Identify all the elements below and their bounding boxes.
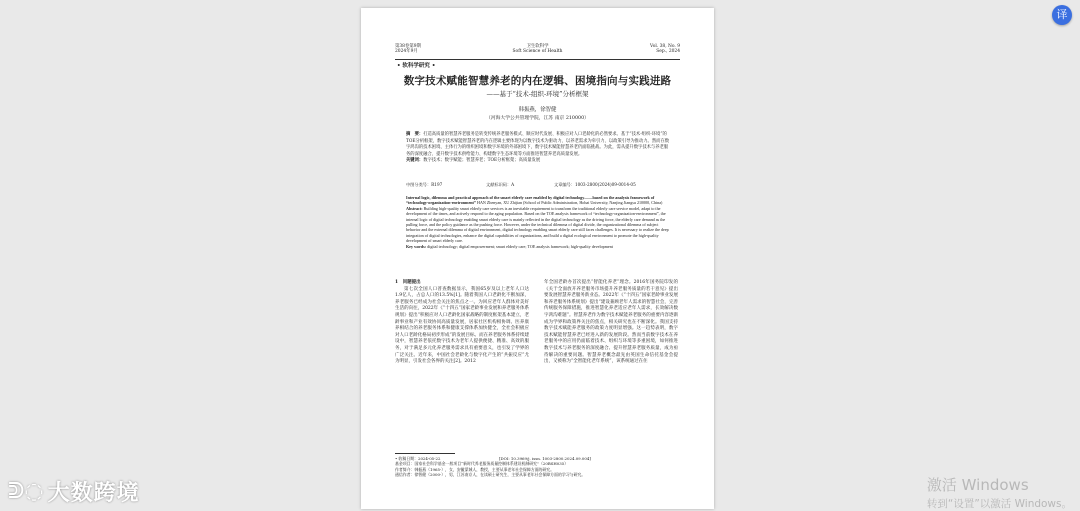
body-column-left: 1 问题提出 第七次全国人口普查数据显示，我国65岁及以上老年人口达1.9亿人，占总人口的13.5%[1]。随着我国人口老龄化不断加深，养老服务已经成为社会关注的焦点之一。为回应老年人群体对美好生活的向往，2022年《“十四五”国家老龄事业发展和养老服务体系规划》提出“积极应对人口老龄化国家战略的制度框架基本建立，老龄事业和产业有效协同高质量发展，居家社区机构相协调、医养康养相结合的养老服务体系和健康支撑体系加快健全，全社会积极应对人口老龄化格局初步形成”的发展目标。而在养老服务体系持续建设中，智慧养老依托数字技术为老年人提供便捷、精准、高效的服务，对于满足多元化养老服务需求具有重要意义，也引发了学界的广泛关注。近年来，中国社会老龄化与数字化产生的“共振反应”尤为明显，引发社会各界的关注[2]。2012: [395, 280, 529, 365]
translate-icon[interactable]: 译: [1052, 5, 1072, 25]
windows-activation-notice: 激活 Windows 转到“设置”以激活 Windows。: [926, 476, 1072, 510]
abstract-en: Internal logic, dilemma and practical approach of the smart elderly care enabled by digital technology——based on the analysis framework of “technology-organization-environment” HAN Zhenyan, XU Zhijian (School of Public Administration, Hohai University, Nanjing Jiangsu 210000, China) Abstract: Building high-quality smart elderly care services is an inevitable requirement to transform the traditional elderly care service model, adapt to the development of the times, and actively respond to the aging population. Based on the TOE analysis framework of “technology-organization-environment”, the internal logic of digital technology enabling smart elderly care is mainly reflected in the digital technology as the driving force, the elderly care demand as the pulling force, and the policy guidance as the pushing force. However, under the technical dilemma of digital divide, the organizational dilemma of subject behavior and the external dilemma of digital environment, digital technology enabling smart elderly care still faces challenges. It is necessary to realize the deep integration of digital technologies, enhance the digital capabilities of organizations, and build a digital ecological environment to promote the high-quality development of smart elderly care. Key words: digital technology; digital empowerment; smart elderly care; TOE analysis framework; high-quality development: [406, 195, 669, 249]
footnote: • 收稿日期：2024-05-22 [DOI: 10.3969/j. issn. 1003-2800.2024.09.004] 基金项目：国家社会科学基金一般项目“新时代养老服务质量控制体系建设机制研究”（20BSH035） 作者简介：韩振燕（1965-），女，安徽蒙城人，教授，主要从事老年社会保障方面的研究。 通信作者：徐智健（2000-），男，江苏南京人，在读硕士研究生，主要从事老年社会保障方面的学习与研究。: [395, 456, 591, 478]
journal-name: 卫生软科学 Soft Science of Health: [512, 44, 563, 55]
section-heading: 1 问题提出: [395, 280, 421, 285]
issue-info: 第38卷第9期 2024年9月: [395, 44, 421, 55]
body-column-right: 年全国老龄办首次提出“智能化养老”理念。2016年国务院印发的《关于全面放开养老服务市场提升养老服务质量的若干意见》提出要发展智慧养老服务新业态。2022年《“十四五”国家老龄事业发展和养老服务体系规划》提出“建设兼顾老年人需求的智慧社会，完善传统服务保障措施，推进智慧化养老适应老年人需求，长效解决数字鸿沟难题”。智慧养老作为数字技术赋能养老服务的重要内容逐渐成为学界和政策界关注的焦点，相关研究也在不断深化。我国支持数字技术赋能养老服务的政策力度明显增强。这一趋势表明，数字技术赋能智慧养老已经进入新的发展阶段。然而当前数字技术在养老服务中的应用仍面临着技术、组织与环境等多重困境，如何推进数字技术与养老服务的深度融合、提升智慧养老服务质量，成为亟待解决的重要问题。智慧养老概念最先由英国生命信托基金会提出，又被称为“全智能化老年系统”，该系统通过在住: [544, 280, 678, 365]
article-authors: 韩振燕，徐智健: [518, 107, 557, 113]
article-title: 数字技术赋能智慧养老的内在逻辑、困境指向与实践进路: [403, 75, 672, 87]
footnote-divider: [395, 453, 455, 454]
journal-header: [395, 44, 680, 60]
volume-info: Vol. 38, No. 9 Sep., 2024: [650, 44, 680, 55]
document-page: 第38卷第9期 2024年9月 卫生软科学 Soft Science of Health Vol. 38, No. 9 Sep., 2024 • 软科学研究 • 数字技术赋能智慧养老的内在逻辑、困境指向与实践进路 ——基于“技术-组织-环境”分析框架 韩振燕，徐智健 （河海大学公共管理学院，江苏 南京 210000） 摘 要：打造高质量的智慧养老服务是转变传统养老服务模式、顺应时代发展、积极应对人口老龄化的必然要求。基于“技术-组织-环境”的TOE分析框架，数字技术赋能智慧养老的内在逻辑主要体现为以数字技术为驱动力、以养老需求为牵引力、以政策引导为推动力。然而在数字鸿沟的技术困境、主体行为的组织困境和数字环境的外部困境下，数字技术赋能智慧养老仍面临挑战。为此，需从提升数字技术与养老服务的深度融合、提升数字技术供给能力、构建数字生态环境等方面推进智慧养老高质量发展。 关键词：数字技术；数字赋能；智慧养老；TOE分析框架；高质量发展 中图分类号：R197 文献标识码：A 文章编号：1003-2800(2024)09-0014-05 Internal logic, dilemma and practical approach of the smart elderly care enabled by digital technology——based on the analysis framework of “technology-organization-environment” HAN Zhenyan, XU Zhijian (School of Public Administration, Hohai University, Nanjing Jiangsu 210000, China) Abstract: Building high-quality smart elderly care services is an inevitable requirement to transform the traditional elderly care service model, adapt to the development of the times, and actively respond to the aging population. Based on the TOE analysis framework of “technology-organization-environment”, the internal logic of digital technology enabling smart elderly care is mainly reflected in the digital technology as the driving force, the elderly care demand as the pulling force, and the policy guidance as the pushing force. However, under the technical dilemma of digital divide, the organizational dilemma of subject behavior and the external dilemma of digital environment, digital technology enabling smart elderly care still faces challenges. It is necessary to realize the deep integration of digital technologies, enhance the digital capabilities of organizations, and build a digital ecological environment to promote the high-quality development of smart elderly care. Key words: digital technology; digital empowerment; smart elderly care; TOE analysis framework; high-quality development 1 问题提出 第七次全国人口普查数据显示，我国65岁及以上老年人口达1.9亿人，占总人口的13.5%[1]。随着我国人口老龄化不断加深，养老服务已经成为社会关注的焦点之一。为回应老年人群体对美好生活的向往，2022年《“十四五”国家老龄事业发展和养老服务体系规划》提出“积极应对人口老龄化国家战略的制度框架基本建立，老龄事业和产业有效协同高质量发展，居家社区机构相协调、医养康养相结合的养老服务体系和健康支撑体系加快健全，全社会积极应对人口老龄化格局初步形成”的发展目标。而在养老服务体系持续建设中，智慧养老依托数字技术为老年人提供便捷、精准、高效的服务，对于满足多元化养老服务需求具有重要意义，也引发了学界的广泛关注。近年来，中国社会老龄化与数字化产生的“共振反应”尤为明显，引发社会各界的关注[2]。2012 年全国老龄办首次提出“智能化养老”理念。2016年国务院印发的《关于全面放开养老服务市场提升养老服务质量的若干意见》提出要发展智慧养老服务新业态。2022年《“十四五”国家老龄事业发展和养老服务体系规划》提出“建设兼顾老年人需求的智慧社会，完善传统服务保障措施，推进智慧化养老适应老年人需求，长效解决数字鸿沟难题”。智慧养老作为数字技术赋能养老服务的重要内容逐渐成为学界和政策界关注的焦点，相关研究也在不断深化。我国支持数字技术赋能养老服务的政策力度明显增强。这一趋势表明，数字技术赋能智慧养老已经进入新的发展阶段。然而当前数字技术在养老服务中的应用仍面临着技术、组织与环境等多重困境，如何推进数字技术与养老服务的深度融合、提升智慧养老服务质量，成为亟待解决的重要问题。智慧养老概念最先由英国生命信托基金会提出，又被称为“全智能化老年系统”，该系统通过在住 • 收稿日期：2024-05-22 [DOI: 10.3969/j. issn. 1003-2800.2024.09.004] 基金项目：国家社会科学基金一般项目“新时代养老服务质量控制体系建设机制研究”（20BSH035） 作者简介：韩振燕（1965-），女，安徽蒙城人，教授，主要从事老年社会保障方面的研究。 通信作者：徐智健（2000-），男，江苏南京人，在读硕士研究生，主要从事老年社会保障方面的学习与研究。: [361, 8, 714, 509]
abstract-cn: 摘 要：打造高质量的智慧养老服务是转变传统养老服务模式、顺应时代发展、积极应对人口老龄化的必然要求。基于“技术-组织-环境”的TOE分析框架，数字技术赋能智慧养老的内在逻辑主要体现为以数字技术为驱动力、以养老需求为牵引力、以政策引导为推动力。然而在数字鸿沟的技术困境、主体行为的组织困境和数字环境的外部困境下，数字技术赋能智慧养老仍面临挑战。为此，需从提升数字技术与养老服务的深度融合、提升数字技术供给能力、构建数字生态环境等方面推进智慧养老高质量发展。 关键词：数字技术；数字赋能；智慧养老；TOE分析框架；高质量发展: [406, 132, 670, 164]
article-subtitle: ——基于“技术-组织-环境”分析框架: [486, 90, 589, 98]
logo-icon: ᕲ◌: [8, 479, 44, 504]
header-divider: [395, 59, 680, 60]
watermark-logo: ᕲ◌ 大数跨境: [8, 479, 140, 506]
article-affiliation: （河海大学公共管理学院，江苏 南京 210000）: [486, 116, 589, 121]
section-tag: • 软科学研究 •: [397, 63, 436, 69]
